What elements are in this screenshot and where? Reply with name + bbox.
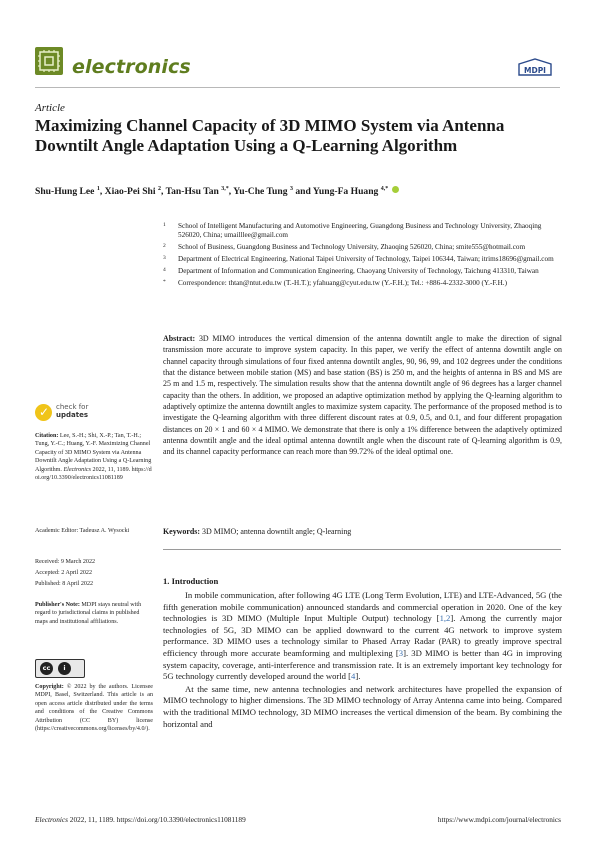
- journal-name: electronics: [72, 56, 191, 78]
- introduction-body: [163, 590, 562, 731]
- correspondence-item: * Correspondence: thtan@ntut.edu.tw (T.-H.T.); yfahuang@cyut.edu.tw (Y.-F.H.); Tel.: +886-4-2332-3000 (Y.-F.H.): [163, 278, 507, 287]
- accepted-date: Accepted: 2 April 2022: [35, 570, 93, 576]
- article-title: Maximizing Channel Capacity of 3D MIMO System via Antenna Downtilt Angle Adaptation Using a Q-Learning Algorithm: [35, 116, 505, 155]
- abstract-text: 3D MIMO introduces the vertical dimension of the antenna downtilt angle to make the direction of signal transmission more accurate to improve system capacity. In this paper, we verify the effect of antenna downtilt angle on channel capacity through simulations of four fixed antenna downtilt angles, 90, 96, 99, and 102 degrees under the conditions that the distance between mobile station (MS) and base station (BS) is 250 m, and the heights of antenna in BS and MS are 25 m and 1.5 m, respectively. The simulation results show that the antenna downtilt angle of 96 degrees has a larger channel capacity than the others. In addition, we proposed an adaptive optimization method by applying the Q-learning algorithm to adaptively optimize the antenna downtilt angles to maximize system capacity. The performance of the proposed method is to investigate the Q-learning algorithm with three different discount rates at 0.9, 0.5, and 0.1, and four different propagation distances on 20 × 1 and 60 × 4 MIMO. We demonstrate that there is only a 1% difference between the adaptively optimized antenna downtilt angle and the ideal optimal antenna downtilt angle when the discount rate of Q-learning algorithm is 0.9, and its channel capacity performance can reach more than 99.72% of the ideal optimal one.: [163, 334, 563, 457]
- academic-editor: Academic Editor: Tadeusz A. Wysocki: [35, 528, 130, 534]
- citation-block: [35, 432, 153, 482]
- keywords-label: Keywords:: [163, 527, 201, 536]
- publishers-note-text: MDPI stays neutral with regard to jurisdictional claims in published maps and institutional affiliations.: [35, 602, 142, 625]
- footer-doi[interactable]: 2022, 11, 1189. https://doi.org/10.3390/electronics11081189: [69, 815, 246, 824]
- author-affiliation-mark: 1: [96, 186, 100, 192]
- keywords-text: 3D MIMO; antenna downtilt angle; Q-learning: [202, 527, 352, 536]
- received-date: Received: 9 March 2022: [35, 559, 96, 565]
- affiliation-item: 1 School of Intelligent Manufacturing and Automotive Engineering, Guangdong Business and Technology University, Zhaoqing 526020, China; umailllee@gmail.com: [163, 222, 542, 240]
- author-separator: ,: [160, 186, 166, 198]
- citation-journal: Electronics: [63, 466, 91, 473]
- author-name: Xiao-Pei Shi: [104, 186, 156, 198]
- affiliation-item: 3 Department of Electrical Engineering, National Taipei University of Technology, Taipei 106344, Taiwan; itrims18696@gmail.com: [163, 255, 554, 264]
- footer-journal-url[interactable]: https://www.mdpi.com/journal/electronics: [437, 815, 561, 824]
- copyright-block: [35, 683, 153, 733]
- section-heading-introduction: 1. Introduction: [163, 576, 219, 586]
- author-name: Tan-Hsu Tan: [165, 186, 219, 198]
- author-affiliation-mark: 2: [157, 186, 161, 192]
- copyright-text: © 2022 by the authors. Licensee MDPI, Basel, Switzerland. This article is an open access article distributed under the terms and conditions of the Creative Commons Attribution (CC BY) license (https://creativecommons.org/licenses/by/4.0/).: [35, 684, 153, 733]
- creative-commons-icon: cc: [40, 662, 53, 675]
- affiliation-item: 2 School of Business, Guangdong Business and Technology University, Zhaoqing 526020, China; smite555@hotmail.com: [163, 243, 526, 252]
- header-divider: [35, 87, 560, 88]
- attribution-icon: i: [58, 662, 71, 675]
- author-separator: and: [292, 186, 313, 198]
- author-separator: ,: [99, 186, 105, 198]
- check-for-updates-line2: updates: [56, 411, 88, 419]
- author-name: Yung-Fa Huang: [312, 186, 379, 198]
- citation-link[interactable]: 3: [398, 647, 404, 658]
- orcid-icon[interactable]: [392, 186, 399, 193]
- checkmark-icon: ✓: [35, 404, 52, 421]
- keywords: [163, 527, 562, 536]
- affiliations: [163, 222, 563, 291]
- abstract: [163, 333, 562, 458]
- mdpi-logo-icon: [517, 58, 553, 78]
- journal-logo-icon: [35, 47, 63, 75]
- citation-link[interactable]: 1,2: [439, 613, 451, 624]
- paragraph: At the same time, new antenna technologies and network architectures have propelled the expansion of MIMO technology to higher dimensions. The 3D MIMO technology of Array Antenna came into being. Compared with the traditional MIMO technology, 3D MIMO increases the vertical dimension of the beam. By combining the horizontal and: [163, 683, 562, 729]
- citation-link[interactable]: 4: [351, 671, 356, 682]
- keywords-divider: [163, 549, 561, 550]
- publishers-note-label: Publisher's Note:: [35, 602, 80, 608]
- footer-journal: Electronics: [35, 815, 68, 824]
- cc-by-license-badge[interactable]: [35, 659, 85, 678]
- author-name: Shu-Hung Lee: [35, 186, 95, 198]
- author-affiliation-mark: 3,*: [221, 186, 229, 192]
- abstract-label: Abstract:: [163, 334, 196, 343]
- citation-label: Citation:: [35, 433, 59, 439]
- copyright-label: Copyright:: [35, 684, 64, 690]
- paragraph: In mobile communication, after following 4G LTE (Long Term Evolution, LTE) and LTE-Advanced, 5G (the fifth generation mobile communication) announced standards and commercial operation in 2020. One of the key technologies is 3D MIMO (Multiple Input Multiple Output) technology [1,2]. Among the currently major technologies of 5G, 3D MIMO can be applied downward to the current 4G network to improve system performance. 3D MIMO uses a technology similar to Phased Array Radar (PAR) to greatly improve spectral efficiency through more accurate beamforming and multiplexing [3]. 3D MIMO is better than 4G in improving system capacity, coverage, anti-interference and transmission rate. It is an extremely important key technology for 5G technology currently developed around the world [4].: [163, 590, 562, 682]
- mdpi-logo-text: MDPI: [524, 66, 546, 75]
- affiliation-item: 4 Department of Information and Communication Engineering, Chaoyang University of Technology, Taichung 413310, Taiwan: [163, 266, 539, 275]
- citation-doi[interactable]: 2022, 11, 1189. https://doi.org/10.3390/electronics11081189: [35, 466, 152, 482]
- publishers-note: [35, 601, 153, 626]
- author-affiliation-mark: 3: [289, 186, 293, 192]
- author-affiliation-mark: 4,*: [380, 186, 389, 192]
- author-name: Yu-Che Tung: [233, 186, 288, 198]
- footer-citation: [35, 815, 246, 824]
- citation-text: Lee, S.-H.; Shi, X.-P.; Tan, T.-H.; Tung, Y.-C.; Huang, Y.-F. Maximizing Channel Capacity of 3D MIMO System via Antenna Downtilt Angle Adaptation Using a Q-Learning Algorithm.: [35, 433, 152, 473]
- check-for-updates-line1: check for: [56, 403, 89, 411]
- article-type: Article: [35, 102, 65, 114]
- author-list: [35, 186, 399, 197]
- published-date: Published: 8 April 2022: [35, 581, 94, 587]
- author-separator: ,: [228, 186, 234, 198]
- check-for-updates-button[interactable]: [35, 403, 155, 425]
